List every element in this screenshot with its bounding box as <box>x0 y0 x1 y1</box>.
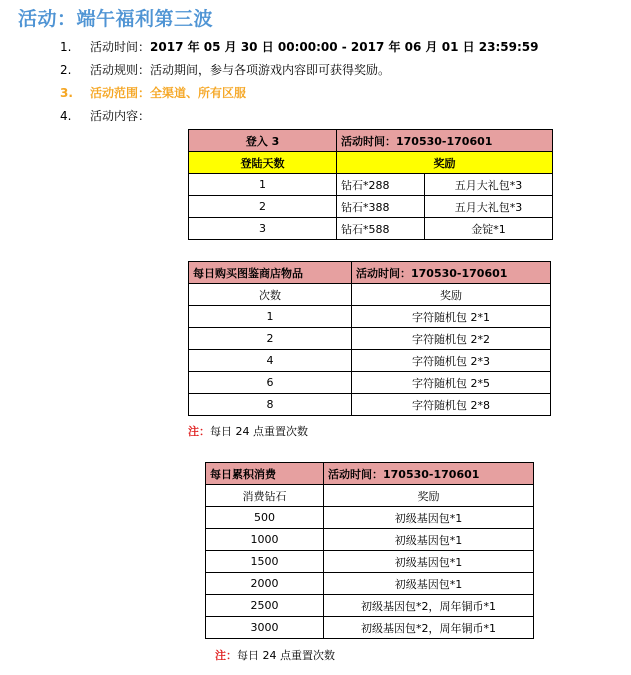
daily-spend-table <box>205 462 534 639</box>
table-cell: 初级基因包*1 <box>324 507 534 529</box>
table-cell: 初级基因包*2，周年铜币*1 <box>324 617 534 639</box>
table-cell: 钻石*388 <box>337 196 425 218</box>
table-cell: 字符随机包 2*1 <box>352 306 551 328</box>
table-cell: 6 <box>189 372 352 394</box>
note-label: 注： <box>188 425 210 438</box>
table-cell: 1000 <box>206 529 324 551</box>
list-number: 1. <box>60 40 72 54</box>
list-label: 活动内容： <box>90 109 151 123</box>
table-cell: 2000 <box>206 573 324 595</box>
table-row <box>189 350 551 372</box>
column-header: 奖励 <box>352 284 551 306</box>
table-column-row <box>189 152 553 174</box>
list-number: 4. <box>60 109 72 123</box>
list-item-scope <box>60 83 246 103</box>
column-header: 次数 <box>189 284 352 306</box>
table-row <box>206 595 534 617</box>
list-item-time <box>60 37 538 57</box>
list-label: 活动范围： <box>90 86 151 100</box>
table-row <box>206 617 534 639</box>
table-cell: 字符随机包 2*8 <box>352 394 551 416</box>
table-row <box>206 573 534 595</box>
reset-note <box>215 648 335 664</box>
table-cell: 初级基因包*1 <box>324 529 534 551</box>
table-cell: 字符随机包 2*2 <box>352 328 551 350</box>
table-cell: 1 <box>189 306 352 328</box>
table-name: 每日购买图鉴商店物品 <box>189 262 352 284</box>
table-time: 活动时间：170530-170601 <box>352 262 551 284</box>
list-value: 2017 年 05 月 30 日 00:00:00 - 2017 年 06 月 01 日 23:59:59 <box>150 40 539 54</box>
column-header: 消费钻石 <box>206 485 324 507</box>
note-text: 每日 24 点重置次数 <box>210 425 308 438</box>
shop-purchase-table <box>188 261 551 416</box>
table-row <box>206 529 534 551</box>
list-item-rules <box>60 60 390 80</box>
login-reward-table <box>188 129 553 240</box>
table-column-row <box>206 485 534 507</box>
table-cell: 字符随机包 2*3 <box>352 350 551 372</box>
table-time: 活动时间：170530-170601 <box>324 463 534 485</box>
list-label: 活动规则： <box>90 63 151 77</box>
table-header-row <box>189 262 551 284</box>
table-row <box>189 196 553 218</box>
table-cell: 字符随机包 2*5 <box>352 372 551 394</box>
list-number: 2. <box>60 63 72 77</box>
table-cell: 钻石*588 <box>337 218 425 240</box>
note-label: 注： <box>215 649 237 662</box>
list-value: 活动期间，参与各项游戏内容即可获得奖励。 <box>150 63 391 77</box>
table-cell: 初级基因包*2，周年铜币*1 <box>324 595 534 617</box>
table-cell: 3000 <box>206 617 324 639</box>
table-time: 活动时间：170530-170601 <box>337 130 553 152</box>
table-cell: 8 <box>189 394 352 416</box>
table-cell: 500 <box>206 507 324 529</box>
table-row <box>206 507 534 529</box>
table-cell: 五月大礼包*3 <box>425 174 553 196</box>
table-header-row <box>206 463 534 485</box>
table-header-row <box>189 130 553 152</box>
table-cell: 初级基因包*1 <box>324 551 534 573</box>
list-label: 活动时间： <box>90 40 151 54</box>
table-cell: 五月大礼包*3 <box>425 196 553 218</box>
table-cell: 钻石*288 <box>337 174 425 196</box>
table-column-row <box>189 284 551 306</box>
table-row <box>189 328 551 350</box>
table-row <box>206 551 534 573</box>
column-header: 登陆天数 <box>189 152 337 174</box>
column-header: 奖励 <box>324 485 534 507</box>
list-value: 全渠道、所有区服 <box>150 86 247 100</box>
reset-note <box>188 424 308 440</box>
page-title: 活动：端午福利第三波 <box>18 8 214 30</box>
table-cell: 4 <box>189 350 352 372</box>
table-cell: 2 <box>189 328 352 350</box>
table-row <box>189 174 553 196</box>
list-item-content <box>60 106 150 126</box>
table-row <box>189 372 551 394</box>
table-row <box>189 306 551 328</box>
table-row <box>189 218 553 240</box>
note-text: 每日 24 点重置次数 <box>237 649 335 662</box>
table-name: 登入 3 <box>189 130 337 152</box>
table-row <box>189 394 551 416</box>
table-cell: 初级基因包*1 <box>324 573 534 595</box>
column-header: 奖励 <box>337 152 553 174</box>
table-cell: 1 <box>189 174 337 196</box>
table-cell: 3 <box>189 218 337 240</box>
table-cell: 2 <box>189 196 337 218</box>
table-cell: 2500 <box>206 595 324 617</box>
table-name: 每日累积消费 <box>206 463 324 485</box>
table-cell: 金锭*1 <box>425 218 553 240</box>
list-number: 3. <box>60 86 73 100</box>
table-cell: 1500 <box>206 551 324 573</box>
